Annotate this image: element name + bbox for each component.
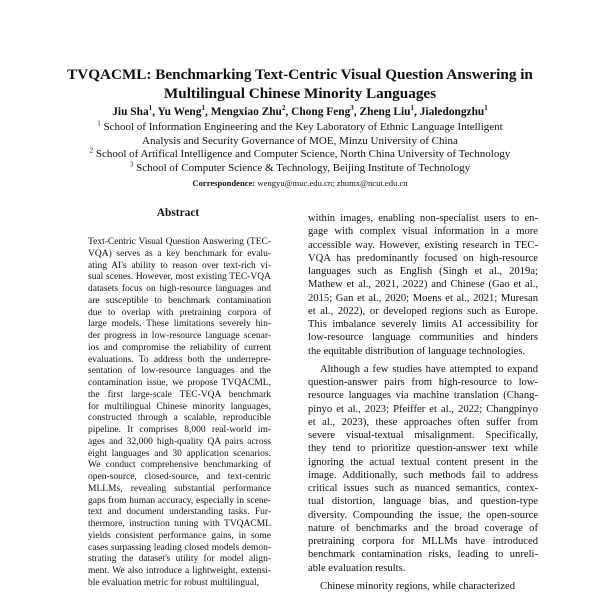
body-line: diversity. Compounding the issue, the open-source <box>308 509 538 521</box>
abstract-line: are susceptible to benchmark contamination <box>88 295 271 306</box>
abstract-line: text and document understanding tasks. Fur- <box>88 507 271 518</box>
body-line: critical issues such as nuanced semantics, contex- <box>308 483 538 494</box>
author-list <box>30 105 570 119</box>
author: Jiu Sha$^1$, <box>112 104 156 118</box>
author: Chong Feng$^3$, <box>291 104 357 118</box>
abstract-line: large models. These limitations severely hin- <box>88 319 271 330</box>
body-line: question-answer pairs from high-resource to low- <box>308 377 538 388</box>
affiliation-line: Analysis and Security Governance of MOE, Minzu University of China <box>142 134 458 147</box>
body-line: et al., 2022), or developed regions such as Europe. <box>308 305 538 317</box>
abstract-line: yields consistent performance gains, in some <box>88 530 271 541</box>
body-line: able evaluation results. <box>308 562 406 574</box>
body-line: benchmark contamination risks, leading to unreli- <box>308 549 538 561</box>
title-line: Multilingual Chinese Minority Languages <box>163 84 437 102</box>
abstract-line: strating the dataset's utility for model align- <box>88 554 271 565</box>
affiliation-line: $^2$ School of Artifical Intelligence and Computer Science, North China University of Technology <box>89 146 511 161</box>
abstract-line: ating AI's ability to reason over text-rich vi- <box>88 260 271 271</box>
affiliations <box>30 121 570 175</box>
body-line: 2015; Gan et al., 2020; Moens et al., 2021; Muresan <box>308 292 538 304</box>
body-line: This imbalance severely limits AI accessibility for <box>308 319 538 330</box>
body-line: et al., 2023), these approaches often suffer from <box>308 416 538 428</box>
author: Jialedongzhu$^1$ <box>419 104 488 118</box>
body-line: the equitable distribution of language technologies. <box>308 345 526 357</box>
abstract-line: eight languages and 30 application scenarios. <box>88 448 271 459</box>
body-line: VQA has predominantly focused on high-resource <box>308 252 538 264</box>
body-line: image. Additionally, such methods fail to address <box>308 469 538 481</box>
abstract-line: VQA) serves as a key benchmark for evalu- <box>88 248 271 259</box>
body-line: tual distortion, language bias, and question-type <box>308 496 538 508</box>
body-line: accessible way. However, existing research in TEC- <box>308 239 538 251</box>
abstract-line: open-source, closed-source, and text-centric <box>88 472 271 482</box>
abstract-line: ages and 32,000 high-quality QA pairs across <box>88 436 271 447</box>
body-line: languages such as English (Singh et al., 2019a; <box>308 266 538 277</box>
abstract-line: gaps from human accuracy, especially in scene- <box>88 495 271 506</box>
abstract-line: We conduct comprehensive benchmarking of <box>88 460 271 471</box>
body-line: ignoring the actual textual content present in the <box>308 456 538 468</box>
author: Mengxiao Zhu$^2$, <box>210 104 289 118</box>
abstract-line: pipeline. It comprises 8,000 real-world im- <box>88 425 271 435</box>
abstract-line: ment. We also introduce a lightweight, extensi- <box>88 566 271 576</box>
body-line: Mathew et al., 2021, 2022) and Chinese (Gao et al., <box>308 279 538 291</box>
body-line: gage with complex visual information in a more <box>308 226 538 238</box>
author: Zheng Liu$^1$, <box>359 104 417 118</box>
title-line: TVQACML: Benchmarking Text-Centric Visual Question Answering in <box>67 66 533 83</box>
body-line: Although a few studies have attempted to expand <box>320 363 538 375</box>
correspondence-emails: wengyu@muc.edu.cn; zhumx@ncut.edu.cn <box>257 178 408 188</box>
body-line: low-resource language communities and hinders <box>308 332 538 344</box>
abstract-line: der progress in low-resource language scenar- <box>88 331 271 341</box>
abstract-line: ble evaluation metric for robust multilingual, <box>88 577 259 588</box>
paper-title <box>40 66 560 103</box>
body-line: severe visual-textual misalignment. Specifically, <box>308 430 538 441</box>
body-line: Chinese minority regions, while characterized <box>320 580 516 592</box>
correspondence-label: Correspondence: <box>192 178 256 188</box>
body-line: pretraining corpora for MLLMs have introduced <box>308 536 538 547</box>
abstract-text <box>88 237 271 590</box>
body-line: they tend to prioritize question-answer text while <box>308 443 538 455</box>
abstract-line: evaluations. To address both the underrepre- <box>88 354 271 365</box>
affiliation-line: $^3$ School of Computer Science & Technology, Beijing Institute of Technology <box>129 160 471 174</box>
abstract-line: datasets focus on high-resource languages and <box>88 284 271 294</box>
body-line: within images, enabling non-specialist users to en- <box>308 213 538 224</box>
abstract-line: sual scenes. However, most existing TEC-VQA <box>88 272 271 283</box>
correspondence <box>30 178 570 189</box>
abstract-line: ios and compromise the reliability of current <box>88 342 271 353</box>
affiliation-line: $^1$ School of Information Engineering and the Key Laboratory of Ethnic Language Intelligent <box>97 119 503 133</box>
body-line: resource languages via machine translation (Chang- <box>308 390 538 402</box>
abstract-line: the first large-scale TEC-VQA benchmark <box>88 389 271 400</box>
abstract-line: constructed through a scalable, reproducible <box>88 413 271 424</box>
body-text-column <box>308 212 538 593</box>
abstract-line: due to overlap with pretraining corpora of <box>88 307 271 318</box>
author: Yu Weng$^1$, <box>157 104 208 118</box>
abstract-heading: Abstract <box>156 207 200 219</box>
abstract-line: MLLMs, revealing substantial performance <box>88 483 271 494</box>
abstract-line: Text-Centric Visual Question Answering (TEC- <box>88 237 271 247</box>
abstract-line: thermore, instruction tuning with TVQACML <box>88 519 271 529</box>
abstract-line: contamination issue, we propose TVQACML, <box>88 378 271 388</box>
abstract-line: sentation of low-resource languages and the <box>88 366 271 377</box>
abstract-line: cases surpassing leading closed models demon- <box>88 542 271 553</box>
body-line: nature of benchmarks and the broad coverage of <box>308 522 538 534</box>
abstract-line: for multilingual Chinese minority languages, <box>88 401 271 412</box>
body-line: pinyo et al., 2023; Pfeiffer et al., 2022; Changpinyo <box>308 403 538 415</box>
